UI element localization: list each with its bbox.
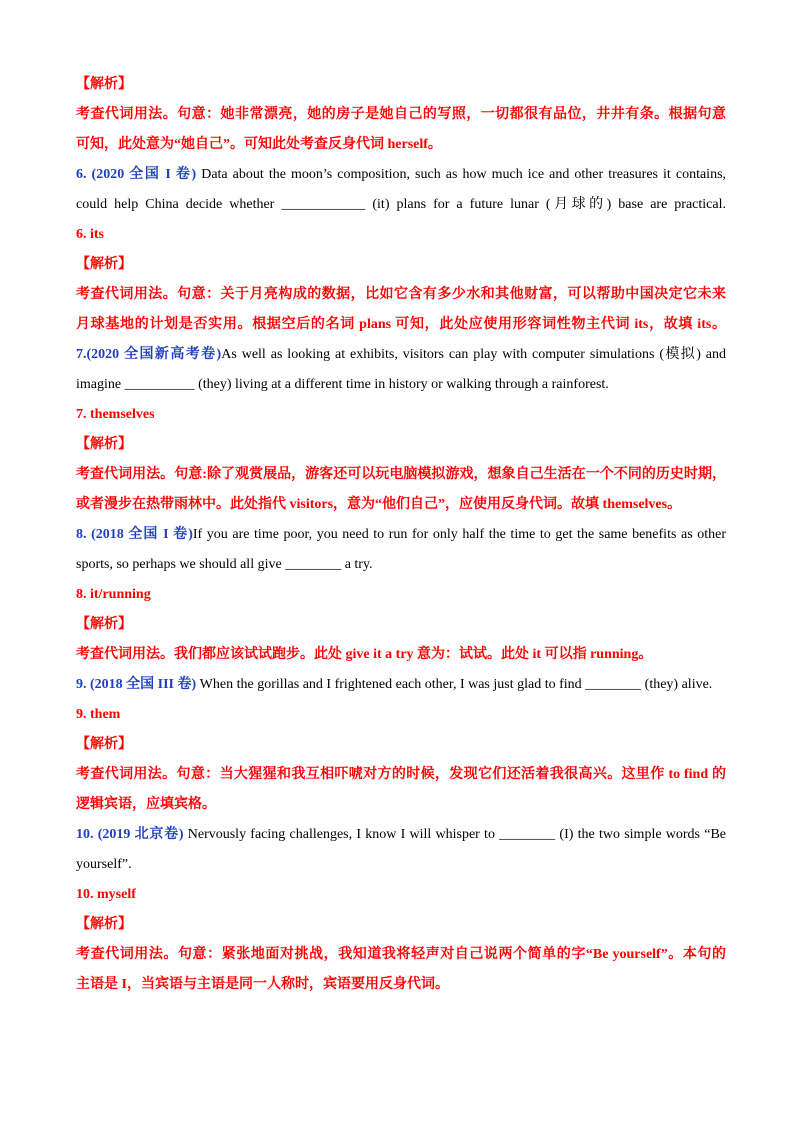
analysis-heading: 【解析】 [76,437,132,452]
analysis-heading: 【解析】 [76,917,132,932]
question-line [76,340,726,370]
explanation-line: 月球基地的计划是否实用。根据空后的名词 plans 可知，此处应使用形容词性物主代词 its，故填 its。 [76,317,726,332]
analysis-heading: 【解析】 [76,737,132,752]
question-text: Data about the moon’s composition, such as how much ice and other treasures it contains, [201,167,727,182]
explanation-line: 考查代词用法。句意：紧张地面对挑战，我知道我将轻声对自己说两个简单的字“Be yourself”。本句的 [76,947,726,962]
question-source: 6. (2020 全国 I 卷) [76,167,197,182]
explanation-line: 可知，此处意为“她自己”。可知此处考查反身代词 herself。 [76,137,442,152]
explanation-line: 考查代词用法。句意：关于月亮构成的数据，比如它含有多少水和其他财富，可以帮助中国决定它未来 [76,287,726,302]
question-line: imagine __________ (they) living at a different time in history or walking through a rainforest. [76,377,609,392]
question-text: As well as looking at exhibits, visitors can play with computer simulations (模拟) and [221,347,727,362]
analysis-heading: 【解析】 [76,77,132,92]
explanation-line: 主语是 I，当宾语与主语是同一人称时，宾语要用反身代词。 [76,977,449,992]
analysis-heading: 【解析】 [76,257,132,272]
question-line: yourself”. [76,857,132,872]
question-source: 9. (2018 全国 III 卷) [76,677,197,692]
answer: 6. its [76,227,104,242]
question-text: When the gorillas and I frightened each other, I was just glad to find ________ (they) alive. [199,677,713,692]
document-page [76,70,726,1000]
question-line [76,520,726,550]
answer: 8. it/running [76,587,151,602]
question-source: 8. (2018 全国 I 卷) [76,527,193,542]
explanation-line: 考查代词用法。句意：当大猩猩和我互相吓唬对方的时候，发现它们还活着我很高兴。这里作 to find 的 [76,767,726,782]
explanation-line: 考查代词用法。句意：她非常漂亮，她的房子是她自己的写照，一切都很有品位，井井有条。根据句意 [76,107,726,122]
question-line [76,670,726,700]
question-line [76,820,726,850]
answer: 10. myself [76,887,136,902]
analysis-heading: 【解析】 [76,617,132,632]
question-text: If you are time poor, you need to run for only half the time to get the same benefits as other [192,527,727,542]
answer: 7. themselves [76,407,155,422]
explanation-line: 或者漫步在热带雨林中。此处指代 visitors，意为“他们自己”，应使用反身代词。故填 themselves。 [76,497,682,512]
answer: 9. them [76,707,121,722]
explanation-line: 考查代词用法。我们都应该试试跑步。此处 give it a try 意为：试试。此处 it 可以指 running。 [76,647,653,662]
question-line [76,160,726,190]
question-source: 10. (2019 北京卷) [76,827,184,842]
explanation-line: 考查代词用法。句意:除了观赏展品，游客还可以玩电脑模拟游戏，想象自己生活在一个不同的历史时期， [76,467,726,482]
question-line: could help China decide whether ____________ (it) plans for a future lunar (月球的) base are practical. [76,197,726,212]
question-text: Nervously facing challenges, I know I will whisper to ________ (I) the two simple words “Be [187,827,726,842]
explanation-line: 逻辑宾语，应填宾格。 [76,797,216,812]
question-source: 7.(2020 全国新高考卷) [76,347,222,362]
question-line: sports, so perhaps we should all give ________ a try. [76,557,373,572]
